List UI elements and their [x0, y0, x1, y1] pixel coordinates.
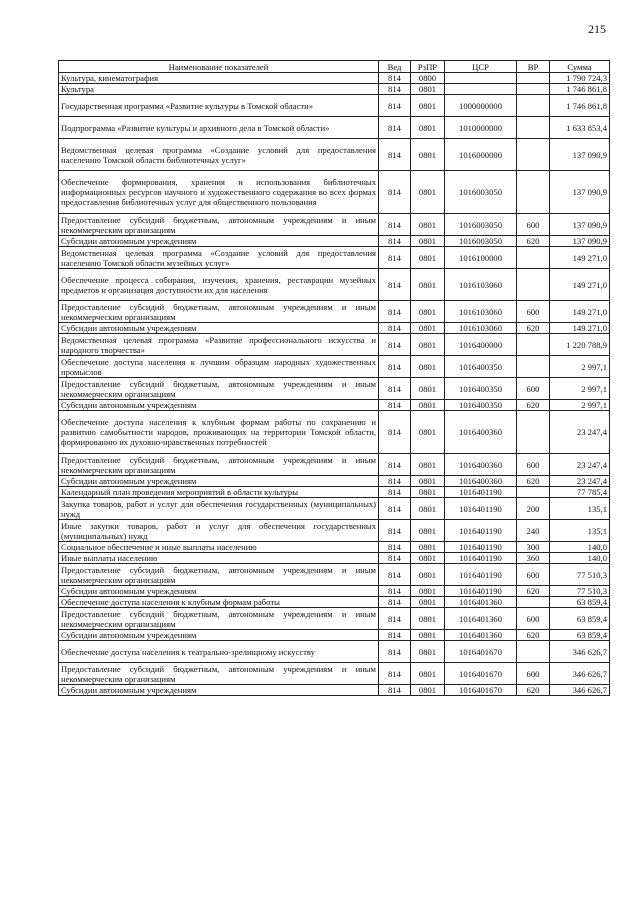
table-row: [59, 236, 610, 247]
cell-ved: 814: [379, 553, 411, 564]
cell-sum: 346 626,7: [550, 685, 610, 696]
cell-rzpr: 0801: [411, 95, 445, 117]
cell-vr: [517, 269, 550, 301]
cell-name: Подпрограмма «Развитие культуры и архивного дела в Томской области»: [59, 117, 379, 139]
cell-csr: 1016401190: [445, 487, 517, 498]
cell-rzpr: 0801: [411, 269, 445, 301]
cell-name: Обеспечение процесса собирания, изучения, хранения, реставрации музейных предметов и организация доступности их для населения: [59, 269, 379, 301]
cell-ved: 814: [379, 487, 411, 498]
cell-vr: [517, 487, 550, 498]
header-name: Наименование показателей: [59, 61, 379, 73]
page-number: 215: [588, 22, 606, 36]
cell-rzpr: 0801: [411, 498, 445, 520]
table-row: [59, 630, 610, 641]
cell-rzpr: 0801: [411, 356, 445, 378]
cell-sum: 346 626,7: [550, 663, 610, 685]
table-row: [59, 641, 610, 663]
cell-ved: 814: [379, 586, 411, 597]
cell-rzpr: 0801: [411, 400, 445, 411]
table-row: [59, 553, 610, 564]
cell-csr: 1016103060: [445, 269, 517, 301]
cell-rzpr: 0801: [411, 411, 445, 454]
table-row: [59, 334, 610, 356]
cell-vr: 620: [517, 323, 550, 334]
cell-vr: 600: [517, 301, 550, 323]
cell-rzpr: 0801: [411, 84, 445, 95]
cell-csr: 1016401190: [445, 520, 517, 542]
cell-csr: 1016003050: [445, 236, 517, 247]
cell-rzpr: 0801: [411, 247, 445, 269]
cell-name: Предоставление субсидий бюджетным, автономным учреждениям и иным некоммерческим организациям: [59, 608, 379, 630]
table-row: [59, 564, 610, 586]
table-row: [59, 378, 610, 400]
cell-ved: 814: [379, 411, 411, 454]
cell-name: Субсидии автономным учреждениям: [59, 400, 379, 411]
cell-name: Субсидии автономным учреждениям: [59, 476, 379, 487]
cell-rzpr: 0801: [411, 630, 445, 641]
cell-csr: 1016401190: [445, 564, 517, 586]
cell-rzpr: 0801: [411, 454, 445, 476]
cell-name: Обеспечение доступа населения к лучшим образцам народных художественных промыслов: [59, 356, 379, 378]
cell-vr: 600: [517, 378, 550, 400]
cell-rzpr: 0800: [411, 73, 445, 84]
cell-csr: 1016401360: [445, 608, 517, 630]
table-row: [59, 247, 610, 269]
cell-sum: 137 090,9: [550, 214, 610, 236]
cell-rzpr: 0801: [411, 586, 445, 597]
cell-sum: 2 997,1: [550, 378, 610, 400]
cell-ved: 814: [379, 400, 411, 411]
cell-sum: 137 090,9: [550, 171, 610, 214]
table-row: [59, 597, 610, 608]
cell-ved: 814: [379, 630, 411, 641]
table-row: [59, 454, 610, 476]
cell-sum: 1 746 861,8: [550, 84, 610, 95]
cell-ved: 814: [379, 117, 411, 139]
cell-ved: 814: [379, 214, 411, 236]
cell-name: Культура, кинематография: [59, 73, 379, 84]
cell-vr: [517, 356, 550, 378]
cell-sum: 346 626,7: [550, 641, 610, 663]
cell-csr: 1016401190: [445, 498, 517, 520]
cell-sum: 149 271,0: [550, 247, 610, 269]
cell-rzpr: 0801: [411, 139, 445, 171]
cell-csr: 1016401190: [445, 586, 517, 597]
cell-name: Субсидии автономным учреждениям: [59, 586, 379, 597]
cell-sum: 63 859,4: [550, 608, 610, 630]
table-row: [59, 476, 610, 487]
cell-ved: 814: [379, 247, 411, 269]
cell-csr: 1000000000: [445, 95, 517, 117]
cell-sum: 135,1: [550, 498, 610, 520]
header-ved: Вед: [379, 61, 411, 73]
cell-csr: 1016401190: [445, 553, 517, 564]
cell-csr: 1016401360: [445, 630, 517, 641]
cell-sum: 149 271,0: [550, 323, 610, 334]
cell-sum: 63 859,4: [550, 597, 610, 608]
cell-name: Обеспечение доступа населения к клубным формам работы: [59, 597, 379, 608]
table-row: [59, 269, 610, 301]
cell-vr: [517, 597, 550, 608]
cell-sum: 23 247,4: [550, 454, 610, 476]
cell-csr: 1016400360: [445, 411, 517, 454]
cell-name: Ведомственная целевая программа «Создание условий для предоставления населению Томской области музейных услуг»: [59, 247, 379, 269]
cell-vr: 300: [517, 542, 550, 553]
table-row: [59, 520, 610, 542]
cell-sum: 137 090,9: [550, 139, 610, 171]
cell-name: Социальное обеспечение и иные выплаты населению: [59, 542, 379, 553]
cell-vr: 240: [517, 520, 550, 542]
cell-vr: 620: [517, 586, 550, 597]
cell-ved: 814: [379, 476, 411, 487]
cell-rzpr: 0801: [411, 542, 445, 553]
cell-ved: 814: [379, 542, 411, 553]
table-row: [59, 411, 610, 454]
cell-vr: 600: [517, 214, 550, 236]
cell-name: Культура: [59, 84, 379, 95]
cell-vr: [517, 411, 550, 454]
cell-ved: 814: [379, 498, 411, 520]
header-sum: Сумма: [550, 61, 610, 73]
cell-name: Предоставление субсидий бюджетным, автономным учреждениям и иным некоммерческим организациям: [59, 663, 379, 685]
cell-name: Обеспечение доступа населения к клубным формам работы по сохранению и развитию самобытности народов, проживающих на территории Томской области, формированию их духовно-нравственных потребностей: [59, 411, 379, 454]
cell-ved: 814: [379, 608, 411, 630]
cell-name: Иные закупки товаров, работ и услуг для обеспечения государственных (муниципальных) нужд: [59, 520, 379, 542]
cell-sum: 2 997,1: [550, 400, 610, 411]
cell-rzpr: 0801: [411, 641, 445, 663]
table-row: [59, 586, 610, 597]
cell-csr: 1016103060: [445, 301, 517, 323]
cell-csr: 1016003050: [445, 171, 517, 214]
cell-sum: 77 785,4: [550, 487, 610, 498]
cell-vr: 620: [517, 236, 550, 247]
cell-vr: 600: [517, 454, 550, 476]
cell-rzpr: 0801: [411, 553, 445, 564]
cell-name: Календарный план проведения мероприятий в области культуры: [59, 487, 379, 498]
cell-sum: 140,0: [550, 542, 610, 553]
table-row: [59, 301, 610, 323]
table-header-row: [59, 61, 610, 73]
cell-ved: 814: [379, 323, 411, 334]
cell-vr: 600: [517, 608, 550, 630]
cell-ved: 814: [379, 73, 411, 84]
cell-name: Государственная программа «Развитие культуры в Томской области»: [59, 95, 379, 117]
cell-sum: 135,1: [550, 520, 610, 542]
cell-csr: 1016400000: [445, 334, 517, 356]
cell-ved: 814: [379, 378, 411, 400]
cell-name: Обеспечение доступа населения к театрально-зрелищному искусству: [59, 641, 379, 663]
header-vr: ВР: [517, 61, 550, 73]
cell-csr: 1016401670: [445, 685, 517, 696]
cell-name: Иные выплаты населению: [59, 553, 379, 564]
cell-rzpr: 0801: [411, 685, 445, 696]
table-row: [59, 214, 610, 236]
table-row: [59, 400, 610, 411]
cell-vr: 620: [517, 630, 550, 641]
cell-rzpr: 0801: [411, 476, 445, 487]
cell-rzpr: 0801: [411, 334, 445, 356]
cell-name: Предоставление субсидий бюджетным, автономным учреждениям и иным некоммерческим организациям: [59, 378, 379, 400]
cell-csr: 1016000000: [445, 139, 517, 171]
cell-name: Закупка товаров, работ и услуг для обеспечения государственных (муниципальных) нужд: [59, 498, 379, 520]
cell-vr: [517, 139, 550, 171]
cell-rzpr: 0801: [411, 214, 445, 236]
cell-rzpr: 0801: [411, 608, 445, 630]
cell-rzpr: 0801: [411, 663, 445, 685]
header-csr: ЦСР: [445, 61, 517, 73]
cell-name: Предоставление субсидий бюджетным, автономным учреждениям и иным некоммерческим организациям: [59, 301, 379, 323]
cell-name: Ведомственная целевая программа «Развитие профессионального искусства и народного творчества»: [59, 334, 379, 356]
cell-ved: 814: [379, 454, 411, 476]
cell-csr: 1010000000: [445, 117, 517, 139]
cell-name: Обеспечение формирования, хранения и использования библиотечных информационных ресурсов научного и художественного содержания во всех формах предоставления библиотечных услуг для общественного пользования: [59, 171, 379, 214]
table-row: [59, 542, 610, 553]
cell-rzpr: 0801: [411, 378, 445, 400]
cell-csr: 1016400360: [445, 454, 517, 476]
cell-ved: 814: [379, 84, 411, 95]
cell-vr: 620: [517, 685, 550, 696]
table-row: [59, 117, 610, 139]
cell-vr: 620: [517, 476, 550, 487]
cell-sum: 1 633 853,4: [550, 117, 610, 139]
cell-rzpr: 0801: [411, 597, 445, 608]
table-row: [59, 95, 610, 117]
cell-csr: [445, 73, 517, 84]
cell-sum: 1 746 861,8: [550, 95, 610, 117]
cell-name: Ведомственная целевая программа «Создание условий для предоставления населению Томской области библиотечных услуг»: [59, 139, 379, 171]
cell-sum: 63 859,4: [550, 630, 610, 641]
table-row: [59, 685, 610, 696]
cell-ved: 814: [379, 95, 411, 117]
cell-vr: [517, 171, 550, 214]
cell-ved: 814: [379, 641, 411, 663]
cell-vr: [517, 117, 550, 139]
cell-sum: 149 271,0: [550, 269, 610, 301]
header-rzpr: РзПР: [411, 61, 445, 73]
cell-vr: 600: [517, 564, 550, 586]
cell-rzpr: 0801: [411, 323, 445, 334]
table-row: [59, 608, 610, 630]
cell-ved: 814: [379, 520, 411, 542]
cell-rzpr: 0801: [411, 487, 445, 498]
budget-table: [58, 60, 610, 696]
cell-csr: 1016100000: [445, 247, 517, 269]
cell-rzpr: 0801: [411, 236, 445, 247]
cell-ved: 814: [379, 236, 411, 247]
table-row: [59, 663, 610, 685]
cell-sum: 23 247,4: [550, 411, 610, 454]
cell-name: Предоставление субсидий бюджетным, автономным учреждениям и иным некоммерческим организациям: [59, 214, 379, 236]
cell-sum: 140,0: [550, 553, 610, 564]
cell-csr: 1016400360: [445, 476, 517, 487]
table-body: [59, 73, 610, 696]
cell-csr: [445, 84, 517, 95]
cell-vr: 360: [517, 553, 550, 564]
cell-rzpr: 0801: [411, 117, 445, 139]
cell-ved: 814: [379, 269, 411, 301]
cell-rzpr: 0801: [411, 301, 445, 323]
cell-ved: 814: [379, 139, 411, 171]
table-row: [59, 171, 610, 214]
cell-ved: 814: [379, 597, 411, 608]
table-row: [59, 84, 610, 95]
cell-ved: 814: [379, 171, 411, 214]
cell-ved: 814: [379, 356, 411, 378]
cell-rzpr: 0801: [411, 520, 445, 542]
table-row: [59, 356, 610, 378]
cell-name: Субсидии автономным учреждениям: [59, 685, 379, 696]
cell-sum: 149 271,0: [550, 301, 610, 323]
cell-name: Субсидии автономным учреждениям: [59, 236, 379, 247]
cell-csr: 1016401670: [445, 641, 517, 663]
cell-vr: [517, 247, 550, 269]
table-row: [59, 487, 610, 498]
cell-sum: 2 997,1: [550, 356, 610, 378]
cell-csr: 1016103060: [445, 323, 517, 334]
cell-vr: [517, 73, 550, 84]
cell-ved: 814: [379, 685, 411, 696]
cell-vr: [517, 641, 550, 663]
cell-sum: 1 790 724,3: [550, 73, 610, 84]
cell-csr: 1016400350: [445, 378, 517, 400]
cell-csr: 1016401670: [445, 663, 517, 685]
table-row: [59, 73, 610, 84]
table-row: [59, 323, 610, 334]
cell-ved: 814: [379, 663, 411, 685]
cell-rzpr: 0801: [411, 171, 445, 214]
cell-csr: 1016401190: [445, 542, 517, 553]
table-row: [59, 139, 610, 171]
cell-ved: 814: [379, 301, 411, 323]
table-row: [59, 498, 610, 520]
cell-ved: 814: [379, 334, 411, 356]
cell-sum: 77 510,3: [550, 564, 610, 586]
cell-sum: 137 090,9: [550, 236, 610, 247]
cell-vr: [517, 334, 550, 356]
cell-name: Предоставление субсидий бюджетным, автономным учреждениям и иным некоммерческим организациям: [59, 564, 379, 586]
cell-ved: 814: [379, 564, 411, 586]
cell-sum: 77 510,3: [550, 586, 610, 597]
cell-sum: 23 247,4: [550, 476, 610, 487]
cell-sum: 1 220 788,9: [550, 334, 610, 356]
cell-vr: 200: [517, 498, 550, 520]
cell-name: Субсидии автономным учреждениям: [59, 323, 379, 334]
cell-csr: 1016401360: [445, 597, 517, 608]
cell-vr: 620: [517, 400, 550, 411]
cell-name: Субсидии автономным учреждениям: [59, 630, 379, 641]
cell-csr: 1016003050: [445, 214, 517, 236]
cell-rzpr: 0801: [411, 564, 445, 586]
cell-name: Предоставление субсидий бюджетным, автономным учреждениям и иным некоммерческим организациям: [59, 454, 379, 476]
cell-csr: 1016400350: [445, 400, 517, 411]
cell-vr: [517, 84, 550, 95]
cell-vr: 600: [517, 663, 550, 685]
cell-vr: [517, 95, 550, 117]
cell-csr: 1016400350: [445, 356, 517, 378]
